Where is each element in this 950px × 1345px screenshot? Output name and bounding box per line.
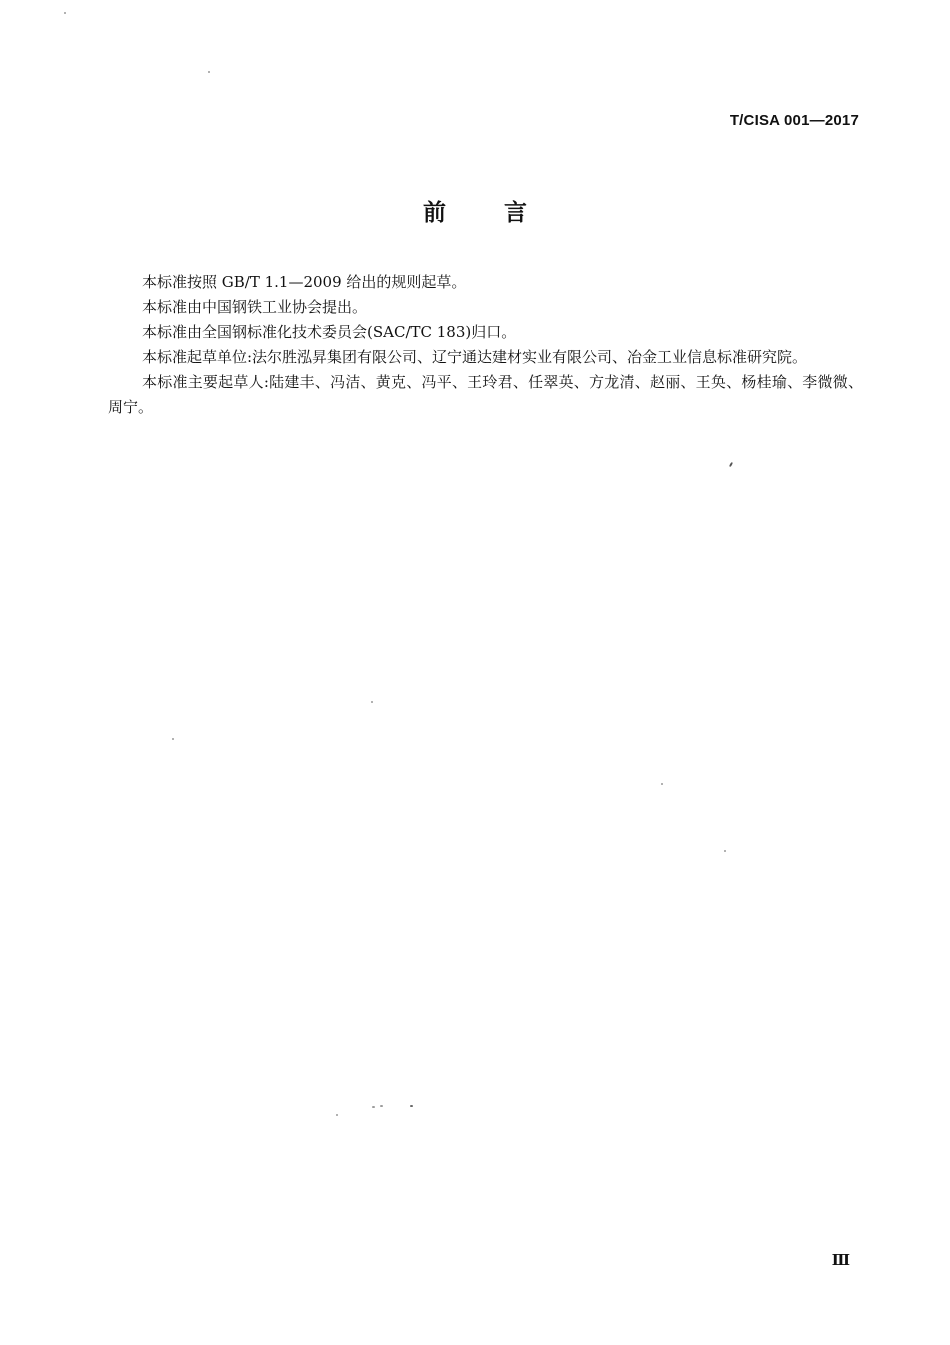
- foreword-body: [108, 270, 863, 420]
- paragraph-drafting-units: 本标准起草单位:法尔胜泓昇集团有限公司、辽宁通达建材实业有限公司、冶金工业信息标准研究院。: [142, 348, 808, 366]
- scan-speck: [661, 783, 663, 785]
- scan-speck: [336, 1114, 338, 1116]
- paragraph-proposer: 本标准由中国钢铁工业协会提出。: [142, 298, 368, 316]
- page-number: Ⅲ: [831, 1251, 850, 1269]
- scan-speck: [410, 1105, 413, 1107]
- scan-speck: [172, 738, 174, 740]
- scan-speck: [729, 462, 733, 467]
- scan-speck: [372, 1106, 375, 1108]
- standard-code: T/CISA 001—2017: [729, 112, 859, 129]
- scan-speck: [371, 701, 373, 703]
- scan-speck: [380, 1105, 383, 1107]
- scan-speck: [208, 71, 210, 73]
- scan-speck: [64, 12, 66, 14]
- paragraph-technical-committee: 本标准由全国钢标准化技术委员会(SAC/TC 183)归口。: [142, 323, 517, 341]
- scan-speck: [724, 850, 726, 852]
- paragraph-drafters: 本标准主要起草人:陆建丰、冯洁、黄克、冯平、王玲君、任翠英、方龙清、赵丽、王奂、杨桂瑜、李微微、周宁。: [108, 373, 863, 416]
- paragraph-drafting-rules: 本标准按照 GB/T 1.1—2009 给出的规则起草。: [142, 273, 467, 291]
- page-title: 前言: [423, 200, 585, 226]
